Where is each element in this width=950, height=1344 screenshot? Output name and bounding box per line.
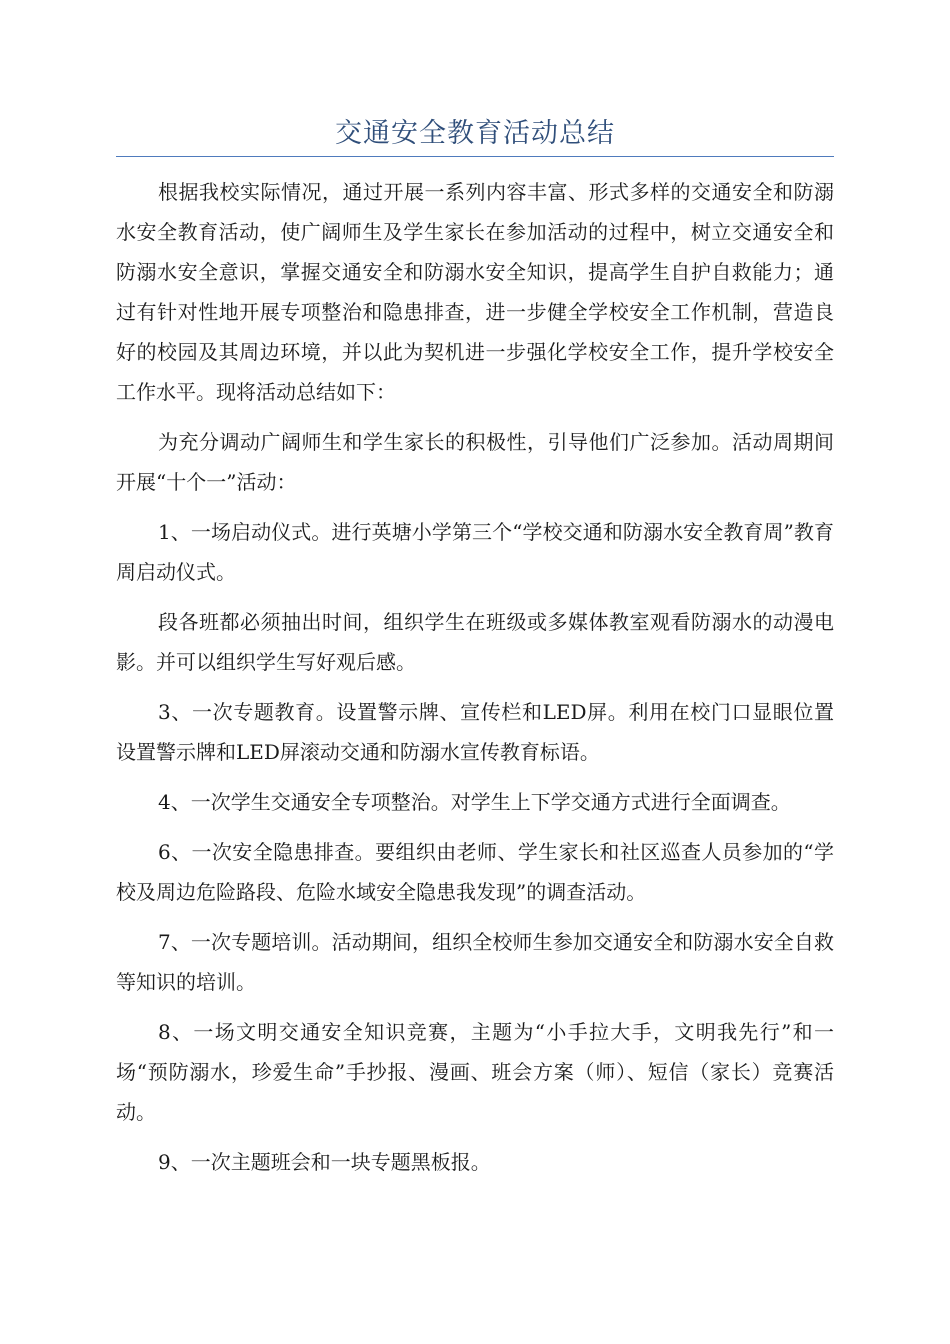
paragraph-item-8: 8、一场文明交通安全知识竞赛，主题为“小手拉大手，文明我先行”和一场“预防溺水，珍爱生命”手抄报、漫画、班会方案（师）、短信（家长）竞赛活动。 <box>116 1020 834 1124</box>
paragraph-item-2: 段各班都必须抽出时间，组织学生在班级或多媒体教室观看防溺水的动漫电影。并可以组织学生写好观后感。 <box>116 610 834 674</box>
paragraph-item-3: 3、一次专题教育。设置警示牌、宣传栏和LED屏。利用在校门口显眼位置设置警示牌和LED屏滚动交通和防溺水宣传教育标语。 <box>116 700 834 764</box>
paragraph-item-6: 6、一次安全隐患排查。要组织由老师、学生家长和社区巡查人员参加的“学校及周边危险路段、危险水域安全隐患我发现”的调查活动。 <box>116 840 834 904</box>
paragraph-activities-intro: 为充分调动广阔师生和学生家长的积极性，引导他们广泛参加。活动周期间开展“十个一”活动： <box>116 430 834 494</box>
paragraph-item-1: 1、一场启动仪式。进行英塘小学第三个“学校交通和防溺水安全教育周”教育周启动仪式。 <box>116 520 834 584</box>
paragraph-item-4: 4、一次学生交通安全专项整治。对学生上下学交通方式进行全面调查。 <box>158 790 791 814</box>
document-title: 交通安全教育活动总结 <box>335 118 615 149</box>
paragraph-item-7: 7、一次专题培训。活动期间，组织全校师生参加交通安全和防溺水安全自救等知识的培训。 <box>116 930 834 994</box>
document-body <box>116 172 834 1182</box>
paragraph-item-9: 9、一次主题班会和一块专题黑板报。 <box>158 1150 491 1174</box>
paragraph-intro: 根据我校实际情况，通过开展一系列内容丰富、形式多样的交通安全和防溺水安全教育活动，使广阔师生及学生家长在参加活动的过程中，树立交通安全和防溺水安全意识，掌握交通安全和防溺水安全知识，提高学生自护自救能力；通过有针对性地开展专项整治和隐患排查，进一步健全学校安全工作机制，营造良好的校园及其周边环境，并以此为契机进一步强化学校安全工作，提升学校安全工作水平。现将活动总结如下： <box>116 180 834 404</box>
title-underline <box>116 156 834 157</box>
